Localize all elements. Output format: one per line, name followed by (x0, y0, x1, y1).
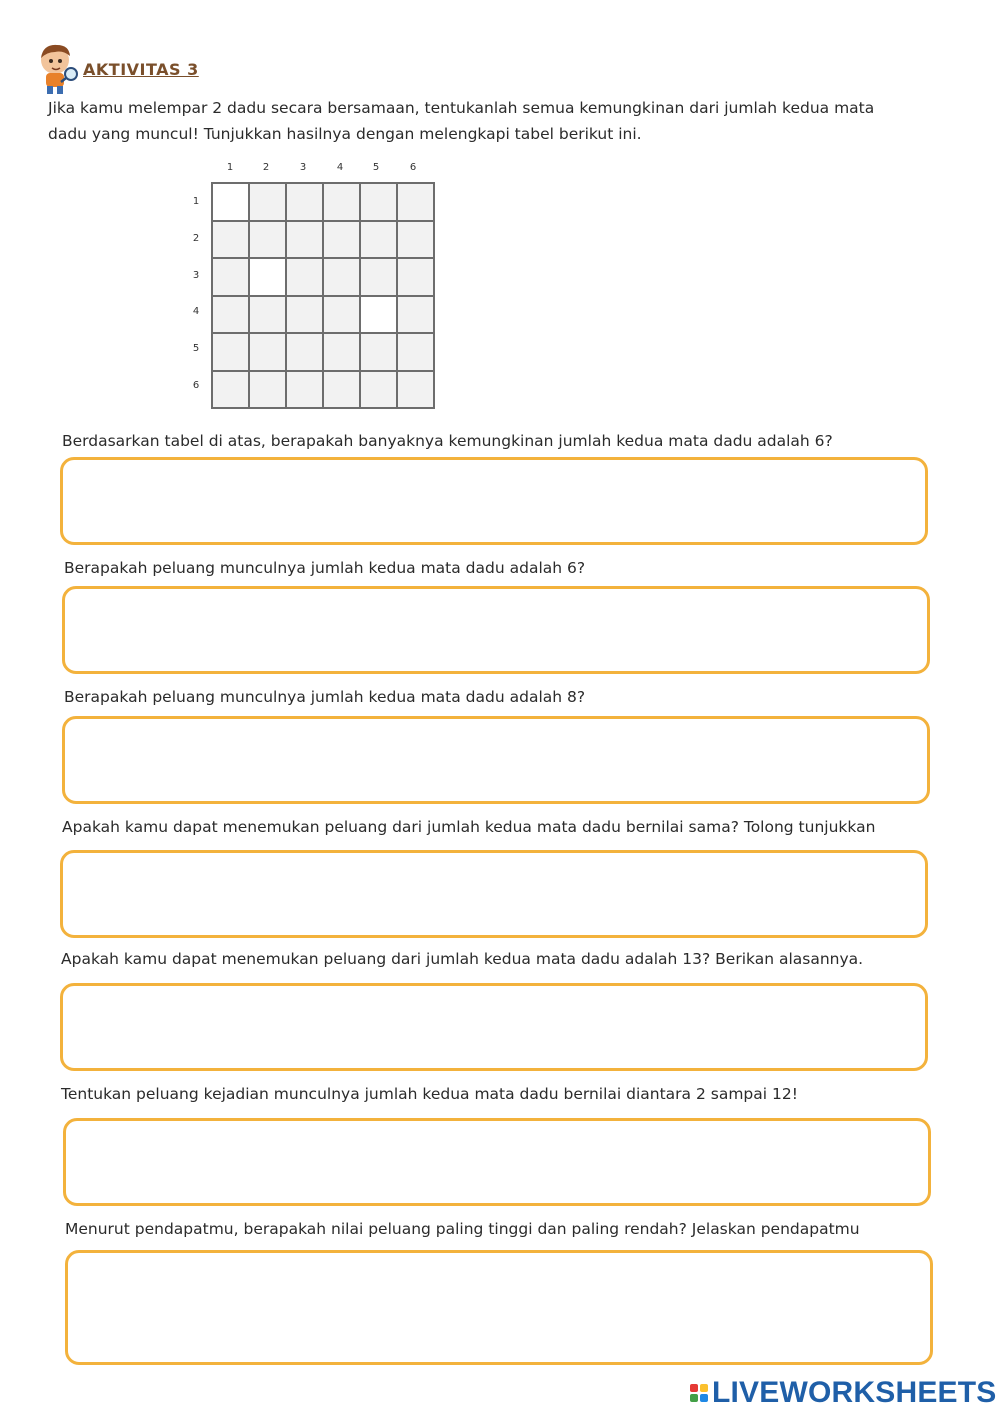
table-cell[interactable] (287, 334, 322, 370)
table-cell[interactable] (213, 184, 248, 220)
instructions (48, 95, 948, 147)
column-header-2: 2 (262, 162, 270, 173)
table-cell[interactable] (398, 184, 433, 220)
table-cell[interactable] (213, 334, 248, 370)
liveworksheets-logo (690, 1376, 997, 1410)
answer-box-7[interactable] (65, 1250, 933, 1365)
question-5: Apakah kamu dapat menemukan peluang dari jumlah kedua mata dadu adalah 13? Berikan alasannya. (61, 950, 864, 968)
answer-box-6[interactable] (63, 1118, 931, 1206)
table-cell[interactable] (250, 184, 285, 220)
table-cell[interactable] (250, 222, 285, 258)
column-header-1: 1 (226, 162, 234, 173)
row-header-6: 6 (192, 380, 200, 391)
row-header-1: 1 (192, 196, 200, 207)
table-cell[interactable] (398, 372, 433, 408)
table-cell[interactable] (287, 297, 322, 333)
table-cell[interactable] (361, 372, 396, 408)
column-header-5: 5 (372, 162, 380, 173)
question-6: Tentukan peluang kejadian munculnya jumlah kedua mata dadu bernilai diantara 2 sampai 12! (61, 1085, 798, 1103)
table-cell[interactable] (250, 334, 285, 370)
row-header-5: 5 (192, 343, 200, 354)
table-cell[interactable] (250, 372, 285, 408)
answer-box-3[interactable] (62, 716, 930, 804)
row-header-2: 2 (192, 233, 200, 244)
table-cell[interactable] (361, 222, 396, 258)
question-3: Berapakah peluang munculnya jumlah kedua mata dadu adalah 8? (64, 688, 586, 706)
table-cell[interactable] (398, 297, 433, 333)
table-cell[interactable] (213, 297, 248, 333)
table-cell[interactable] (398, 334, 433, 370)
logo-text: LIVEWORKSHEETS (712, 1376, 997, 1409)
table-cell[interactable] (361, 184, 396, 220)
answer-box-4[interactable] (60, 850, 928, 938)
activity-title: AKTIVITAS 3 (83, 60, 199, 79)
table-cell[interactable] (324, 259, 359, 295)
table-cell[interactable] (361, 334, 396, 370)
liveworksheets-mark-icon (690, 1384, 708, 1402)
question-2: Berapakah peluang munculnya jumlah kedua mata dadu adalah 6? (64, 559, 586, 577)
column-header-6: 6 (409, 162, 417, 173)
table-cell[interactable] (324, 184, 359, 220)
table-cell[interactable] (287, 259, 322, 295)
question-4: Apakah kamu dapat menemukan peluang dari jumlah kedua mata dadu bernilai sama? Tolong tunjukkan (62, 818, 876, 836)
table-cell[interactable] (398, 222, 433, 258)
table-cell[interactable] (398, 259, 433, 295)
table-cell[interactable] (324, 334, 359, 370)
table-cell[interactable] (361, 297, 396, 333)
table-cell[interactable] (324, 372, 359, 408)
column-header-4: 4 (336, 162, 344, 173)
table-cell[interactable] (250, 297, 285, 333)
dice-sum-table (211, 182, 435, 409)
table-cell[interactable] (324, 297, 359, 333)
table-cell[interactable] (250, 259, 285, 295)
table-cell[interactable] (361, 259, 396, 295)
kid-magnifier-mascot-icon (33, 40, 83, 96)
instructions-line-1: Jika kamu melempar 2 dadu secara bersamaan, tentukanlah semua kemungkinan dari jumlah kedua mata (48, 99, 875, 117)
table-cell[interactable] (213, 372, 248, 408)
table-cell[interactable] (287, 372, 322, 408)
table-cell[interactable] (213, 259, 248, 295)
table-cell[interactable] (324, 222, 359, 258)
table-cell[interactable] (287, 222, 322, 258)
row-header-4: 4 (192, 306, 200, 317)
answer-box-2[interactable] (62, 586, 930, 674)
instructions-line-2: dadu yang muncul! Tunjukkan hasilnya dengan melengkapi tabel berikut ini. (48, 125, 642, 143)
row-header-3: 3 (192, 270, 200, 281)
answer-box-5[interactable] (60, 983, 928, 1071)
table-cell[interactable] (213, 222, 248, 258)
answer-box-1[interactable] (60, 457, 928, 545)
question-1: Berdasarkan tabel di atas, berapakah banyaknya kemungkinan jumlah kedua mata dadu adalah 6? (62, 432, 833, 450)
table-cell[interactable] (287, 184, 322, 220)
question-7: Menurut pendapatmu, berapakah nilai peluang paling tinggi dan paling rendah? Jelaskan pendapatmu (65, 1220, 860, 1238)
column-header-3: 3 (299, 162, 307, 173)
